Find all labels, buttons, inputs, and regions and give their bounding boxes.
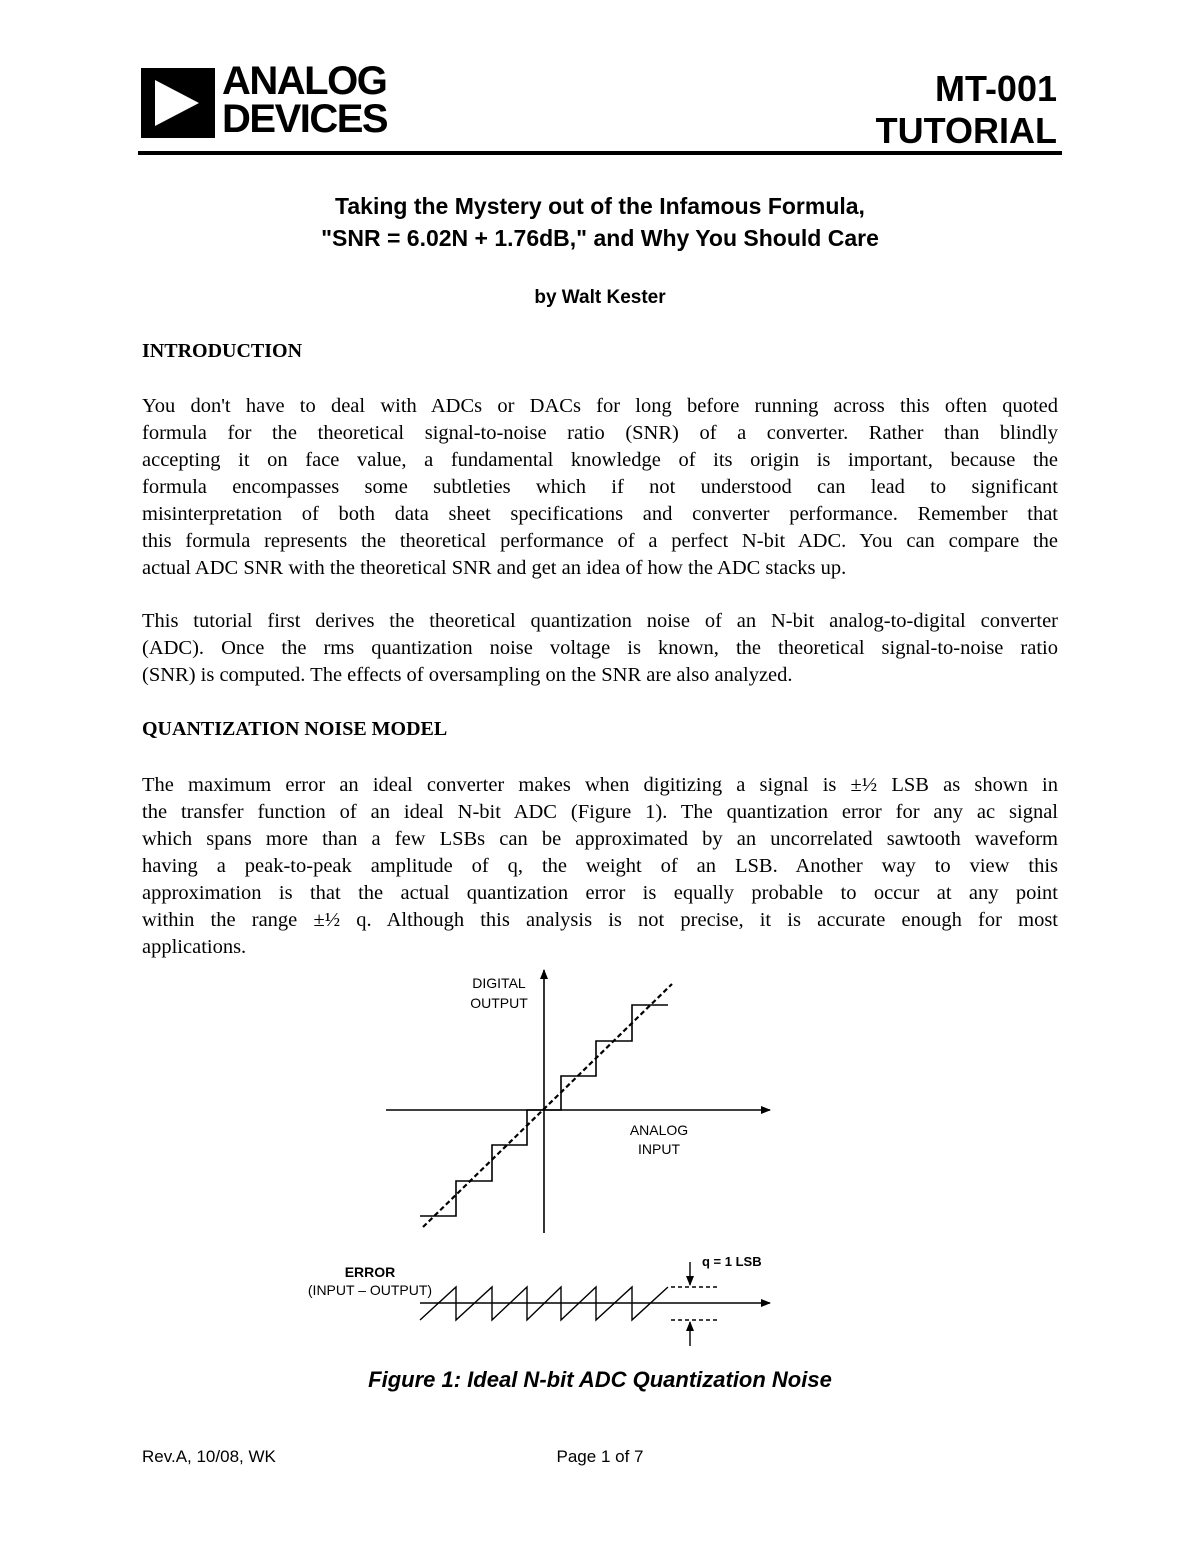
ideal-transfer-dashed-line [423, 984, 672, 1227]
x-axis-label-line-1: ANALOG [629, 1122, 689, 1138]
x-axis-label-line-2: INPUT [638, 1141, 680, 1157]
logo-line-1: ANALOG [222, 59, 387, 103]
paragraph-line: accepting it on face value, a fundamental knowledge of its origin is important, because the [142, 449, 1058, 471]
paragraph-line: this formula represents the theoretical performance of a perfect N-bit ADC. You can compare the [142, 530, 1058, 552]
paragraph-line: within the range ±½ q. Although this analysis is not precise, it is accurate enough for most [142, 909, 1058, 931]
y-axis-label-line-1: DIGITAL [472, 975, 526, 991]
paragraph-line: the transfer function of an ideal N-bit ADC (Figure 1). The quantization error for any ac signal [142, 801, 1058, 823]
paragraph-line: The maximum error an ideal converter makes when digitizing a signal is ±½ LSB as shown in [142, 774, 1058, 796]
section-heading-quantization-noise-model: QUANTIZATION NOISE MODEL [142, 718, 448, 740]
paragraph-line: (ADC). Once the rms quantization noise voltage is known, the theoretical signal-to-noise ratio [142, 637, 1058, 659]
footer-page-number: Page 1 of 7 [556, 1447, 644, 1466]
paragraph-line: which spans more than a few LSBs can be approximated by an uncorrelated sawtooth waveform [142, 828, 1058, 850]
author-byline: by Walt Kester [534, 287, 666, 308]
y-axis-label-line-2: OUTPUT [470, 995, 528, 1011]
paragraph-line: formula for the theoretical signal-to-noise ratio (SNR) of a converter. Rather than blindly [142, 422, 1058, 444]
paragraph-line: formula encompasses some subtleties which if not understood can lead to significant [142, 476, 1058, 498]
doc-type: TUTORIAL [875, 110, 1057, 151]
paragraph-line: approximation is that the actual quantization error is equally probable to occur at any point [142, 882, 1058, 904]
paragraph-line: applications. [142, 936, 247, 958]
footer-revision: Rev.A, 10/08, WK [142, 1447, 276, 1466]
paragraph-line: (SNR) is computed. The effects of oversampling on the SNR are also analyzed. [142, 664, 793, 686]
title-line-1: Taking the Mystery out of the Infamous Formula, [335, 193, 865, 219]
figure-caption: Figure 1: Ideal N-bit ADC Quantization Noise [368, 1367, 832, 1392]
paragraph-line: having a peak-to-peak amplitude of q, the weight of an LSB. Another way to view this [142, 855, 1058, 877]
paragraph-line: This tutorial first derives the theoretical quantization noise of an N-bit analog-to-digital converter [142, 610, 1058, 632]
paragraph-line: You don't have to deal with ADCs or DACs for long before running across this often quoted [142, 395, 1058, 417]
paragraph-line: actual ADC SNR with the theoretical SNR and get an idea of how the ADC stacks up. [142, 557, 847, 579]
doc-code: MT-001 [934, 68, 1057, 109]
section-heading-introduction: INTRODUCTION [142, 340, 303, 362]
error-label: ERROR [344, 1264, 396, 1280]
paragraph-line: misinterpretation of both data sheet specifications and converter performance. Remember that [142, 503, 1058, 525]
q-lsb-label: q = 1 LSB [702, 1254, 762, 1269]
error-sublabel: (INPUT – OUTPUT) [307, 1282, 433, 1298]
logo-line-2: DEVICES [222, 97, 388, 141]
title-line-2: "SNR = 6.02N + 1.76dB," and Why You Should Care [321, 225, 879, 251]
